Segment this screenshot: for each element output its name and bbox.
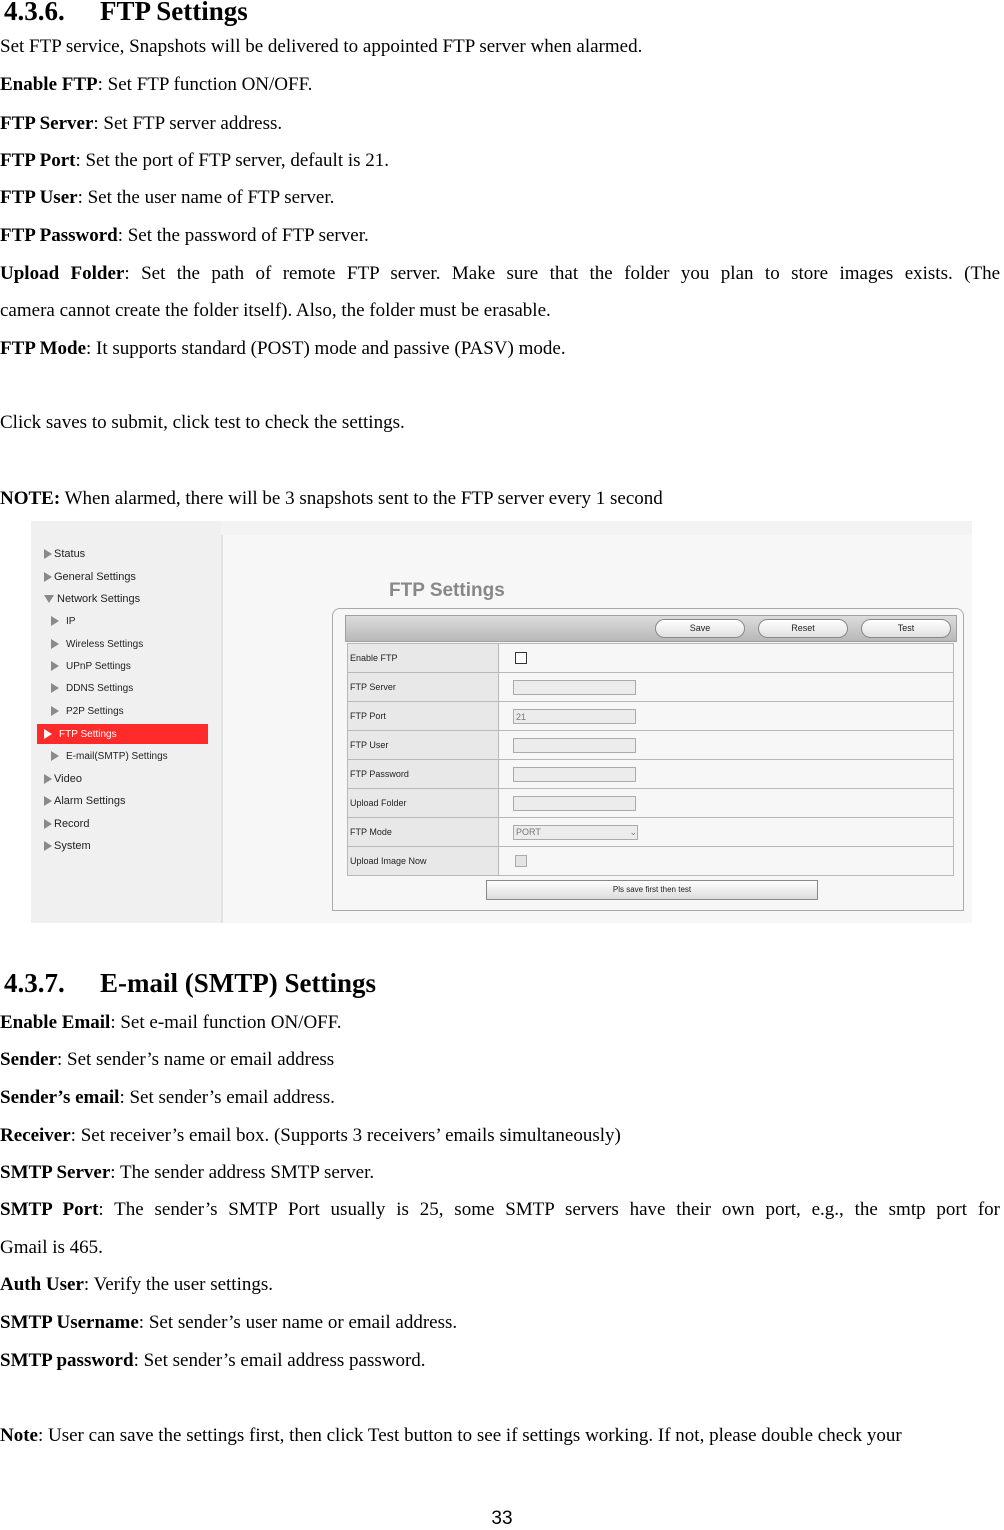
item-ftp-port: FTP Port: Set the port of FTP server, default is 21. — [0, 150, 390, 171]
ftp-port-input[interactable]: 21 — [513, 709, 636, 724]
test-button[interactable]: Test — [861, 619, 951, 638]
triangle-right-icon — [51, 706, 59, 716]
upload-image-now-checkbox[interactable] — [515, 855, 527, 867]
item-smtp-password: SMTP password: Set sender’s email address password. — [0, 1350, 426, 1371]
nav-upnp-settings[interactable]: UPnP Settings — [51, 657, 131, 675]
item-enable-ftp: Enable FTP: Set FTP function ON/OFF. — [0, 74, 313, 95]
table-row — [348, 760, 954, 789]
toolbar — [345, 615, 957, 642]
label-upload-image-now: Upload Image Now — [348, 847, 499, 876]
nav-ddns-settings[interactable]: DDNS Settings — [51, 679, 133, 697]
nav-wireless-settings[interactable]: Wireless Settings — [51, 635, 143, 653]
nav-general-settings[interactable]: General Settings — [44, 568, 136, 586]
nav-ip[interactable]: IP — [51, 612, 75, 630]
reset-button[interactable]: Reset — [758, 619, 848, 638]
table-row — [348, 731, 954, 760]
triangle-down-icon — [44, 595, 54, 603]
triangle-right-icon — [44, 729, 52, 739]
ftp-intro: Set FTP service, Snapshots will be delivered to appointed FTP server when alarmed. — [0, 36, 643, 57]
item-smtp-server: SMTP Server: The sender address SMTP server. — [0, 1162, 375, 1183]
table-row — [348, 818, 954, 847]
ftp-settings-screenshot — [31, 521, 972, 923]
nav-email-smtp-settings[interactable]: E-mail(SMTP) Settings — [51, 747, 168, 765]
table-row — [348, 644, 954, 673]
item-upload-folder: Upload Folder: Set the path of remote FTP server. Make sure that the folder you plan to store images exists. (The — [0, 263, 1000, 284]
label-ftp-password: FTP Password — [348, 760, 499, 789]
ftp-settings-panel — [332, 608, 964, 911]
item-receiver: Receiver: Set receiver’s email box. (Supports 3 receivers’ emails simultaneously) — [0, 1125, 621, 1146]
nav-ftp-settings[interactable]: FTP Settings — [37, 724, 208, 744]
nav-system[interactable]: System — [44, 837, 91, 855]
item-senders-email: Sender’s email: Set sender’s email address. — [0, 1087, 335, 1108]
item-ftp-password: FTP Password: Set the password of FTP server. — [0, 225, 369, 246]
item-upload-folder-cont: camera cannot create the folder itself). Also, the folder must be erasable. — [0, 300, 551, 321]
label-ftp-user: FTP User — [348, 731, 499, 760]
smtp-note: Note: User can save the settings first, then click Test button to see if settings working. If not, please double check your — [0, 1425, 902, 1446]
ftp-settings-table — [347, 643, 954, 876]
triangle-right-icon — [44, 572, 52, 582]
ftp-user-input[interactable] — [513, 738, 636, 753]
label-enable-ftp: Enable FTP — [348, 644, 499, 673]
ftp-note: NOTE: When alarmed, there will be 3 snapshots sent to the FTP server every 1 second — [0, 488, 663, 509]
triangle-right-icon — [44, 819, 52, 829]
label-ftp-server: FTP Server — [348, 673, 499, 702]
triangle-right-icon — [44, 841, 52, 851]
section-title: E-mail (SMTP) Settings — [100, 968, 376, 998]
section-heading-ftp — [4, 0, 248, 27]
ftp-password-input[interactable] — [513, 767, 636, 782]
chevron-down-icon: ⌄ — [629, 826, 637, 837]
triangle-right-icon — [51, 683, 59, 693]
table-row — [348, 847, 954, 876]
table-row — [348, 789, 954, 818]
save-first-test-button[interactable]: Pls save first then test — [486, 880, 818, 900]
upload-folder-input[interactable] — [513, 796, 636, 811]
item-smtp-port: SMTP Port: The sender’s SMTP Port usually is 25, some SMTP servers have their own port, e.g., the smtp port for — [0, 1199, 1000, 1220]
enable-ftp-checkbox[interactable] — [515, 652, 527, 664]
item-enable-email: Enable Email: Set e-mail function ON/OFF. — [0, 1012, 342, 1033]
nav-video[interactable]: Video — [44, 770, 82, 788]
nav-p2p-settings[interactable]: P2P Settings — [51, 702, 124, 720]
page-number: 33 — [491, 1508, 513, 1529]
item-ftp-mode: FTP Mode: It supports standard (POST) mode and passive (PASV) mode. — [0, 338, 566, 359]
section-number: 4.3.7. — [4, 968, 65, 998]
ftp-server-input[interactable] — [513, 680, 636, 695]
item-ftp-user: FTP User: Set the user name of FTP server. — [0, 187, 335, 208]
section-number: 4.3.6. — [4, 0, 65, 26]
triangle-right-icon — [51, 661, 59, 671]
triangle-right-icon — [51, 616, 59, 626]
label-ftp-mode: FTP Mode — [348, 818, 499, 847]
nav-status[interactable]: Status — [44, 545, 85, 563]
triangle-right-icon — [44, 796, 52, 806]
nav-alarm-settings[interactable]: Alarm Settings — [44, 792, 126, 810]
item-smtp-username: SMTP Username: Set sender’s user name or email address. — [0, 1312, 458, 1333]
page-title: FTP Settings — [389, 580, 505, 601]
table-row — [348, 673, 954, 702]
triangle-right-icon — [51, 639, 59, 649]
sidebar-nav — [31, 521, 221, 923]
nav-network-settings[interactable]: Network Settings — [44, 590, 140, 608]
triangle-right-icon — [44, 549, 52, 559]
item-sender: Sender: Set sender’s name or email address — [0, 1049, 335, 1070]
save-button[interactable]: Save — [655, 619, 745, 638]
ftp-mode-value: PORT — [516, 826, 541, 837]
label-upload-folder: Upload Folder — [348, 789, 499, 818]
label-ftp-port: FTP Port — [348, 702, 499, 731]
nav-record[interactable]: Record — [44, 815, 89, 833]
triangle-right-icon — [44, 774, 52, 784]
section-heading-smtp — [4, 968, 376, 999]
ftp-mode-select[interactable] — [513, 825, 638, 840]
item-auth-user: Auth User: Verify the user settings. — [0, 1274, 274, 1295]
item-ftp-server: FTP Server: Set FTP server address. — [0, 113, 283, 134]
section-title: FTP Settings — [100, 0, 248, 26]
table-row — [348, 702, 954, 731]
triangle-right-icon — [51, 751, 59, 761]
item-smtp-port-cont: Gmail is 465. — [0, 1237, 103, 1258]
click-note: Click saves to submit, click test to check the settings. — [0, 412, 405, 433]
